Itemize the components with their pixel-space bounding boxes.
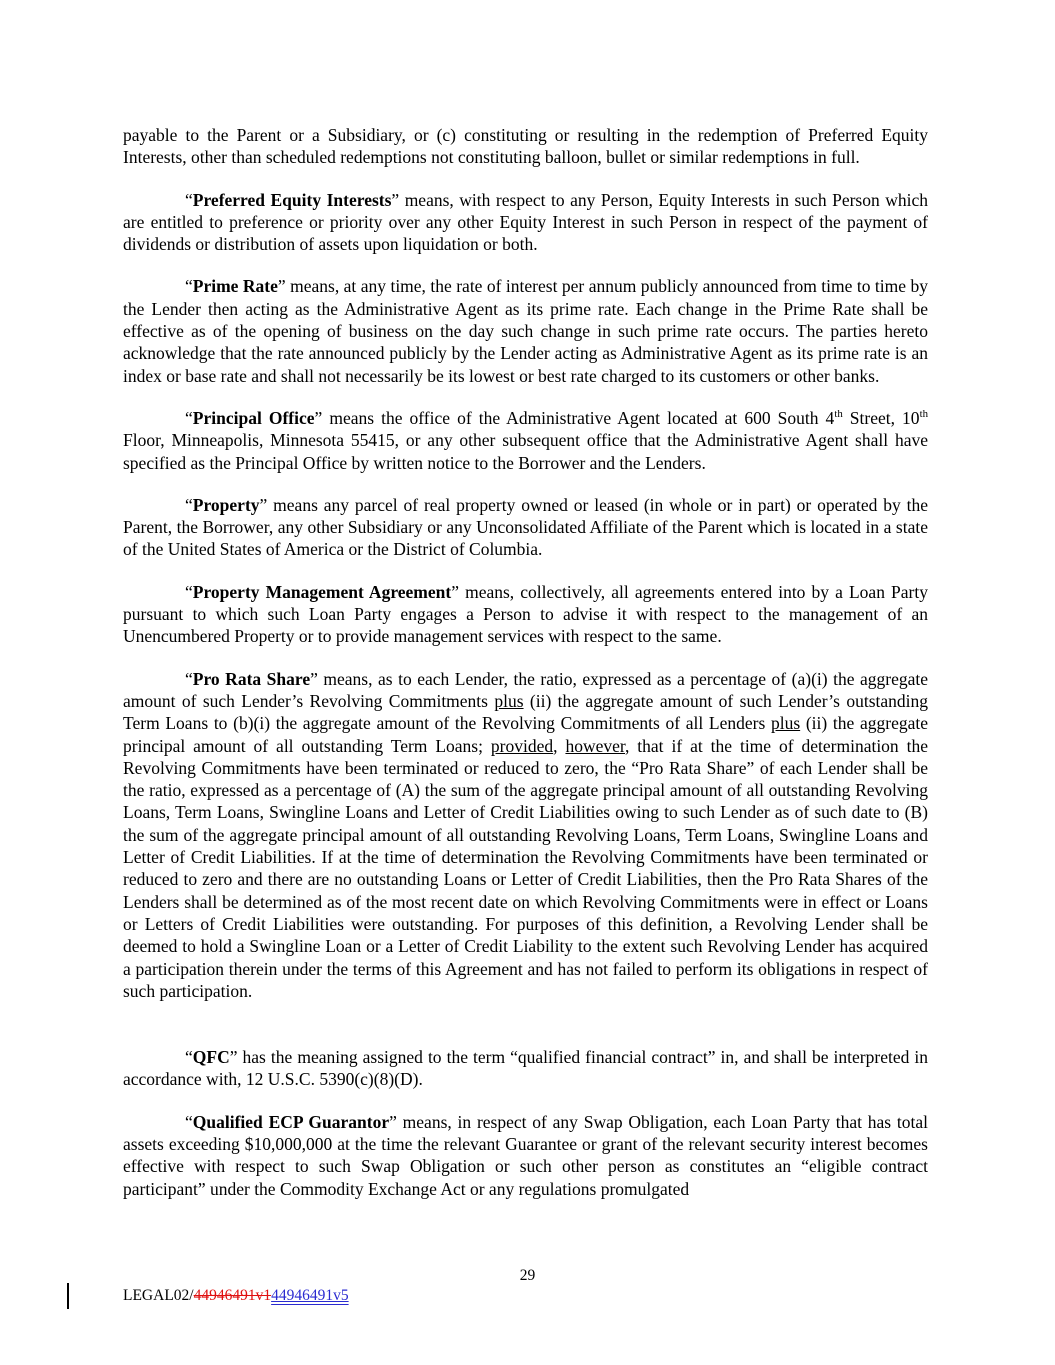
- footer-document-code: [123, 1286, 349, 1306]
- text-run: “: [185, 581, 193, 602]
- paragraph: [123, 189, 928, 256]
- text-run: “: [185, 668, 193, 689]
- text-run: ” means, with respect to any Person, Equity Interests in such Person which are entitled to preference or priority over any other Equity Interest in such Person in respect of the payment of dividends or distribution of assets upon liquidation or both.: [123, 189, 929, 255]
- document-body: [123, 124, 928, 1200]
- text-run: ” means, as to each Lender, the ratio, expressed as a percentage of (a)(i) the aggregate amount of such Lender’s Revolving Commitments: [123, 668, 928, 711]
- text-run: “: [185, 189, 193, 210]
- defined-term: Prime Rate: [192, 276, 278, 297]
- text-run: Street, 10: [842, 407, 920, 428]
- text-run: (ii) the aggregate amount of such Lender’s outstanding Term Loans to (b)(i) the aggregate amount of the Revolving Commitments of all Lenders: [123, 690, 928, 734]
- text-run: , that if at the time of determination the Revolving Commitments have been terminated or reduced to zero, the “Pro Rata Share” of each Lender shall be the ratio, expressed as a percentage of (A) the sum of the aggregate principal amount of all outstanding Revolving Loans, Term Loans, Swingline Loans and Letter of Credit Liabilities owing to such Lender as of such date to (B) the sum of the aggregate principal amount of all outstanding Revolving Loans, Term Loans, Swingline Loans and Letter of Credit Liabilities. If at the time of determination the Revolving Commitments have been terminated or reduced to zero and there are no outstanding Loans or Letter of Credit Liabilities, then the Pro Rata Shares of the Lenders shall be determined as of the most recent date on which Revolving Commitments were in effect or Loans or Letters of Credit Liabilities were outstanding. For purposes of this definition, a Revolving Lender shall be deemed to hold a Swingline Loan or a Letter of Credit Liability to the extent such Revolving Lender has acquired a participation therein under the terms of this Agreement and has not failed to perform its obligations in respect of such participation.: [123, 735, 928, 1001]
- text-run: provided: [490, 735, 554, 756]
- text-run: payable to the Parent or a Subsidiary, or (c) constituting or resulting in the redemption of Preferred Equity Interests, other than scheduled redemptions not constituting balloon, bullet or similar redemptions in full.: [123, 125, 928, 168]
- paragraph: [123, 275, 928, 386]
- paragraph: [123, 407, 928, 474]
- text-run: however: [565, 735, 625, 756]
- text-run: ” means, at any time, the rate of interest per annum publicly announced from time to time by the Lender then acting as the Administrative Agent as its prime rate. Each change in the Prime Rate shall be effective as of the opening of business on the day such change in such prime rate occurs. The parties hereto acknowledge that the rate announced publicly by the Lender acting as Administrative Agent as its prime rate is an index or base rate and shall not necessarily be its lowest or best rate charged to its customers or other banks.: [123, 276, 928, 386]
- footer-code-prefix: LEGAL02/: [123, 1287, 194, 1304]
- text-run: ” means, collectively, all agreements entered into by a Loan Party pursuant to which such Loan Party engages a Person to advise it with respect to the management of an Unencumbered Property or to provide management services with respect to the same.: [123, 581, 928, 647]
- defined-term: Property: [192, 494, 260, 515]
- defined-term: QFC: [192, 1047, 230, 1068]
- paragraph: [123, 581, 928, 648]
- text-run: Floor, Minneapolis, Minnesota 55415, or any other subsequent office that the Administrative Agent shall have specified as the Principal Office by written notice to the Borrower and the Lenders.: [123, 430, 928, 473]
- defined-term: Pro Rata Share: [192, 668, 311, 689]
- defined-term: Preferred Equity Interests: [192, 189, 392, 210]
- text-run: “: [185, 276, 193, 297]
- paragraph: [123, 1111, 928, 1200]
- footer-code-deleted-revision: 44946491v1: [193, 1287, 272, 1304]
- revision-change-bar: [67, 1283, 69, 1309]
- page-number: 29: [519, 1267, 536, 1284]
- text-run: “: [185, 1111, 193, 1132]
- paragraph: [123, 668, 928, 1002]
- text-run: (ii) the aggregate principal amount of all outstanding Term Loans;: [123, 713, 928, 756]
- paragraph: [123, 494, 928, 561]
- text-run: ,: [553, 735, 566, 756]
- defined-term: Principal Office: [192, 407, 315, 428]
- text-run: ” means the office of the Administrative Agent located at 600 South 4: [314, 407, 835, 428]
- paragraph: [123, 124, 928, 169]
- footer-code-inserted-revision: 44946491v5: [271, 1287, 349, 1304]
- text-run: plus: [770, 713, 801, 734]
- text-run: “: [185, 1047, 193, 1068]
- ordinal-superscript: th: [834, 408, 843, 421]
- defined-term: Qualified ECP Guarantor: [192, 1111, 390, 1132]
- text-run: plus: [494, 690, 524, 711]
- defined-term: Property Management Agreement: [192, 581, 452, 602]
- text-run: ” means any parcel of real property owned or leased (in whole or in part) or operated by the Parent, the Borrower, any other Subsidiary or any Unconsolidated Affiliate of the Parent which is located in a state of the United States of America or the District of Columbia.: [123, 494, 928, 560]
- text-run: “: [185, 494, 193, 515]
- text-run: “: [185, 407, 193, 428]
- ordinal-superscript: th: [919, 408, 928, 421]
- text-run: ” has the meaning assigned to the term “qualified financial contract” in, and shall be interpreted in accordance with, 12 U.S.C. 5390(c)(8)(D).: [123, 1047, 928, 1090]
- paragraph: [123, 1046, 928, 1091]
- text-run: ” means, in respect of any Swap Obligation, each Loan Party that has total assets exceeding $10,000,000 at the time the relevant Guarantee or grant of the relevant security interest becomes effective with respect to such Swap Obligation or such other person as constitutes an “eligible contract participant” under the Commodity Exchange Act or any regulations promulgated: [123, 1111, 928, 1199]
